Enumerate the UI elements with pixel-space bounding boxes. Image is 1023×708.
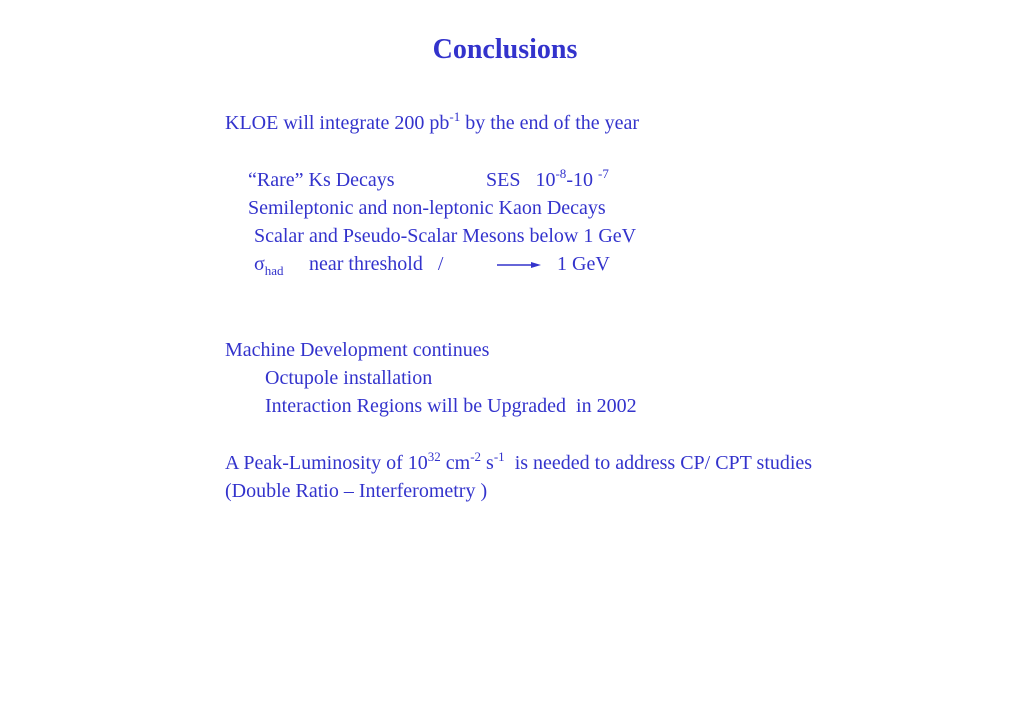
rare-decays-label: “Rare” Ks Decays (248, 169, 395, 191)
near-threshold-text: near threshold / (309, 253, 444, 275)
octupole-item: Octupole installation (265, 367, 433, 389)
ses-mid: -10 (566, 169, 598, 191)
sigma-had-symbol (254, 252, 284, 276)
slide-title: Conclusions (432, 34, 578, 65)
ses-exponent-2: -7 (597, 166, 609, 181)
s-exponent: -1 (493, 449, 505, 464)
machine-heading: Machine Development continues (225, 339, 490, 361)
kloe-suffix: by the end of the year (460, 112, 640, 134)
ses-text: SES 10 (486, 169, 556, 191)
luminosity-suffix: is needed to address CP/ CPT studies (504, 452, 813, 474)
luminosity-prefix: A Peak-Luminosity of 10 (225, 452, 428, 474)
double-ratio-line: (Double Ratio – Interferometry ) (225, 480, 488, 502)
right-arrow-icon (497, 262, 541, 268)
scalar-mesons-line: Scalar and Pseudo-Scalar Mesons below 1 GeV (254, 225, 637, 247)
luminosity-exponent: 32 (427, 449, 441, 464)
ses-line (486, 168, 609, 192)
kloe-line (225, 111, 639, 135)
cm-exponent: -2 (470, 449, 482, 464)
kloe-exponent: -1 (449, 109, 461, 124)
sigma-subscript: had (264, 263, 284, 278)
ses-exponent-1: -8 (555, 166, 567, 181)
interaction-regions-item: Interaction Regions will be Upgraded in 2002 (265, 395, 637, 417)
kloe-text: KLOE will integrate 200 pb (225, 112, 450, 134)
sigma-symbol: σ (254, 253, 265, 275)
luminosity-s: s (481, 452, 494, 474)
one-gev-target: 1 GeV (557, 253, 610, 275)
semileptonic-line: Semileptonic and non-leptonic Kaon Decays (248, 197, 606, 219)
luminosity-cm: cm (440, 452, 471, 474)
luminosity-line (225, 451, 812, 475)
